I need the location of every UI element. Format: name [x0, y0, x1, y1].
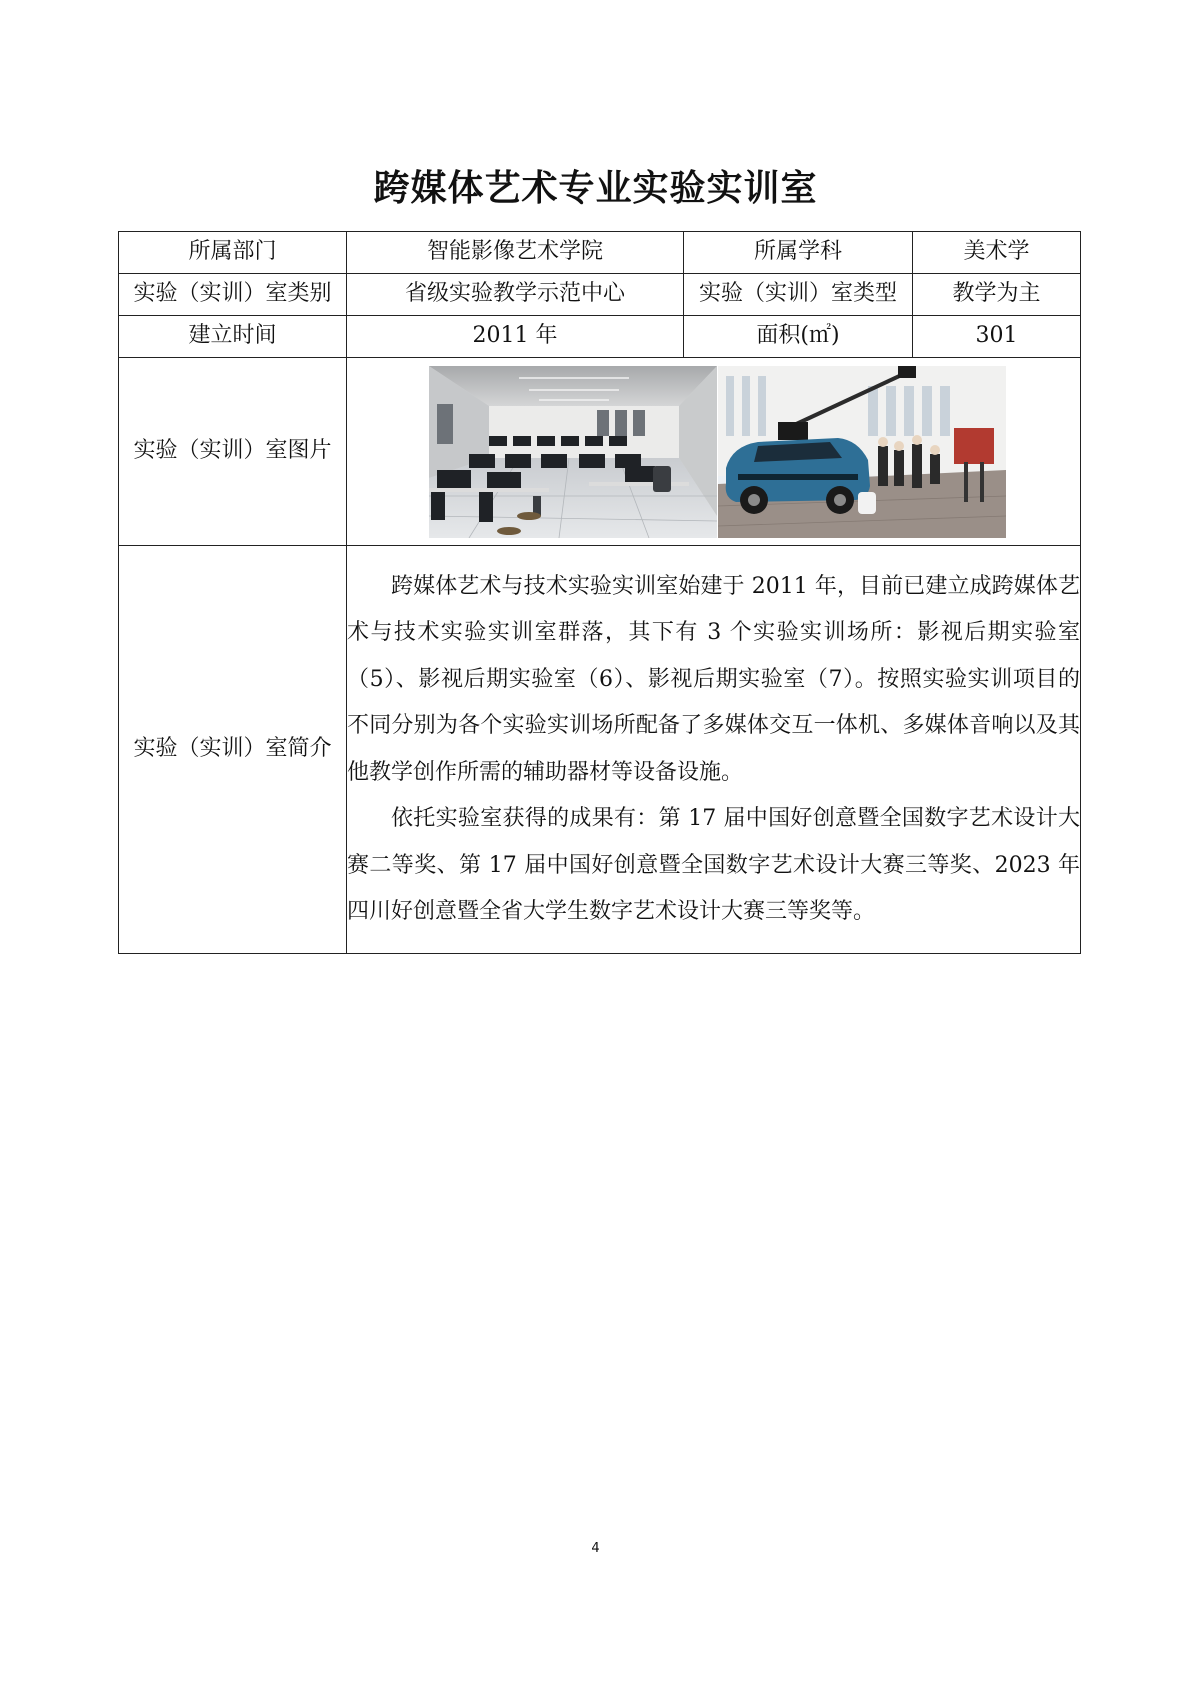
area-value: 301: [913, 316, 1081, 358]
lab-category-value: 省级实验教学示范中心: [347, 274, 684, 316]
department-value: 智能影像艺术学院: [347, 232, 684, 274]
intro-paragraph: 跨媒体艺术与技术实验实训室始建于 2011 年，目前已建立成跨媒体艺术与技术实验实训室群落，其下有 3 个实验实训场所：影视后期实验室（5）、影视后期实验室（6）、影视后期实验室（7）。按照实验实训项目的不同分别为各个实验实训场所配备了多媒体交互一体机、多媒体音响以及其他教学创作所需的辅助器材等设备设施。: [347, 573, 1080, 785]
photos-label: 实验（实训）室图片: [119, 358, 347, 546]
achievements-paragraph: 依托实验室获得的成果有：第 17 届中国好创意暨全国数字艺术设计大赛二等奖、第 17 届中国好创意暨全国数字艺术设计大赛三等奖、2023 年四川好创意暨全省大学生数字艺术设计大赛三等奖等。: [347, 806, 1080, 924]
table-row-intro: [119, 546, 1081, 954]
page-number: 4: [591, 1541, 600, 1556]
intro-label: 实验（实训）室简介: [119, 546, 347, 954]
discipline-label: 所属学科: [684, 232, 913, 274]
table-row-photos: [119, 358, 1081, 546]
table-row-established: [119, 316, 1081, 358]
discipline-value: 美术学: [913, 232, 1081, 274]
lab-info-table: [118, 231, 1081, 954]
lab-category-label: 实验（实训）室类别: [119, 274, 347, 316]
area-label: 面积(㎡): [684, 316, 913, 358]
lab-type-value: 教学为主: [913, 274, 1081, 316]
table-row-department: [119, 232, 1081, 274]
lab-type-label: 实验（实训）室类型: [684, 274, 913, 316]
department-label: 所属部门: [119, 232, 347, 274]
established-value: 2011 年: [347, 316, 684, 358]
lab-computer-room-photo: [429, 366, 717, 538]
photos-cell: [347, 358, 1081, 546]
intro-cell: [347, 546, 1081, 954]
film-crew-vehicle-photo: [718, 366, 1006, 538]
page-title: 跨媒体艺术专业实验实训室: [373, 168, 818, 209]
table-row-category: [119, 274, 1081, 316]
established-label: 建立时间: [119, 316, 347, 358]
